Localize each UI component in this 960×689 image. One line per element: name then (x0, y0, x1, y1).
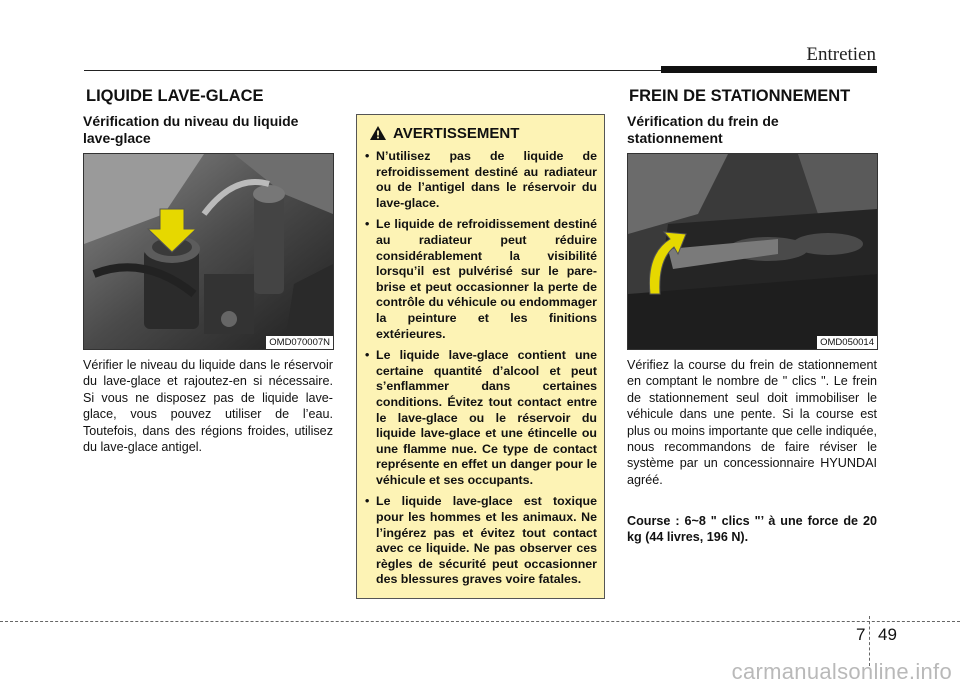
warning-list (365, 149, 597, 594)
header-rule (84, 70, 661, 71)
washer-fluid-section-title: LIQUIDE LAVE-GLACE (86, 87, 264, 105)
engine-bay-illustration (84, 154, 333, 349)
header-rule-thick (661, 66, 877, 73)
footer-rule (0, 621, 960, 622)
washer-fluid-body: Vérifier le niveau du liquide dans le réservoir du lave-glace et rajoutez-en si nécessaire. Si vous ne disposez pas de liquide lave-glace, vous pouvez utiliser de l’eau. Toutefois, dans des régions froides, utilisez du lave-glace antigel. (83, 358, 333, 455)
watermark: carmanualsonline.info (731, 659, 952, 684)
warning-item: • Le liquide lave-glace est toxique pour les hommes et les animaux. Ne l’ingérez pas et évitez tout contact avec ce liquide. Ne pas observer ces règles de sécurité peut occasionner des blessures graves voire fatales. (365, 494, 597, 587)
parking-brake-body: Vérifiez la course du frein de stationnement en comptant le nombre de " clics ". Le frein de stationnement seul doit immobiliser le véhicule dans une pente. Si la course est plus ou moins importante que celle indiquée, nous recommandons de faire réviser le système par un concessionnaire HYUNDAI agréé. (627, 358, 877, 487)
console-illustration (628, 154, 877, 349)
washer-fluid-subtitle: Vérification du niveau du liquide lave-glace (83, 113, 299, 146)
warning-triangle-icon (369, 125, 387, 141)
warning-item: • N’utilisez pas de liquide de refroidissement destiné au radiateur ou de l’antigel dans le réservoir du lave-glace. (365, 149, 597, 210)
parking-brake-photo (627, 153, 878, 350)
page-number: 49 (878, 625, 897, 644)
parking-brake-subtitle: Vérification du frein de stationnement (627, 113, 779, 146)
chapter-number: 7 (856, 625, 866, 644)
parking-brake-section-title: FREIN DE STATIONNEMENT (629, 87, 851, 105)
chapter-header-title: Entretien (806, 44, 876, 65)
warning-item: • Le liquide lave-glace contient une certaine quantité d’alcool et peut s’enflammer dans certaines conditions. Évitez tout contact entre le lave-glace ou le réservoir du liquide lave-glace et une étincelle ou une flamme nue. Ce type de contact représente en effet un danger pour le véhicule et ses occupants. (365, 348, 597, 487)
photo-caption: OMD070007N (266, 336, 333, 349)
photo-caption: OMD050014 (817, 336, 877, 349)
warning-title: AVERTISSEMENT (393, 125, 520, 142)
warning-box (356, 114, 605, 599)
warning-item: • Le liquide de refroidissement destiné au radiateur peut réduire considérablement la visibilité lorsqu’il est pulvérisé sur le pare-brise et peut occasionner la perte de contrôle du véhicule ou endommager la peinture et les finitions extérieures. (365, 217, 597, 341)
parking-brake-spec: Course : 6~8 " clics "’ à une force de 20 kg (44 livres, 196 N). (627, 514, 877, 545)
washer-reservoir-photo (83, 153, 334, 350)
